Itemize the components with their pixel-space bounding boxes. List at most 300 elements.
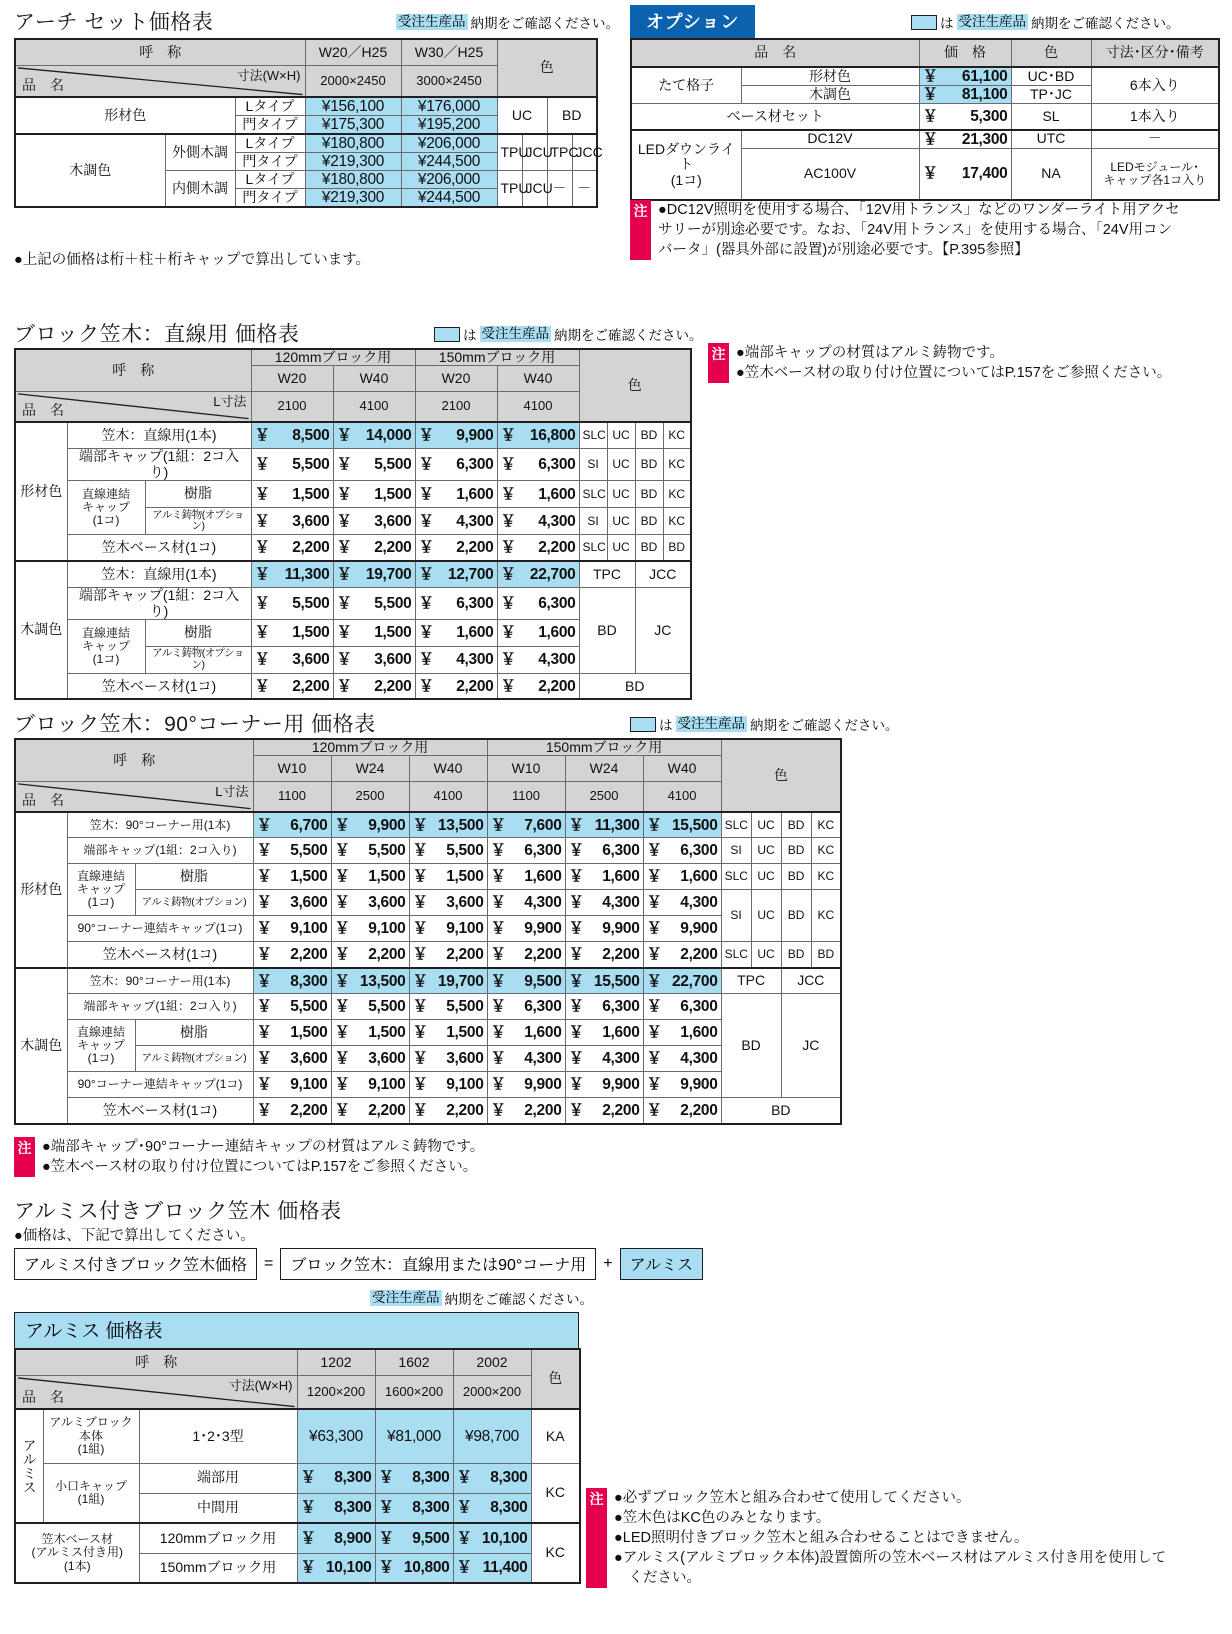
corner-color-mokucho-right: JC [781,994,841,1098]
yen-symbol: ￥ [336,651,352,669]
table-row [15,1098,841,1124]
corner-price [331,1098,409,1124]
straight-note-lines [736,343,1171,383]
straight-price-value: 1,500 [374,624,412,642]
yen-symbol: ￥ [500,677,516,695]
yen-symbol: ￥ [256,972,272,990]
corner-price [487,916,565,942]
straight-price-value: 3,600 [374,512,412,530]
corner-price-value: 1,600 [602,868,640,886]
straight-item-name: 笠木：直線用(1本) [67,422,251,449]
yen-symbol: ￥ [922,165,938,183]
option-variant: DC12V [741,130,919,149]
yen-symbol: ￥ [334,894,350,912]
straight-item-sub: 樹脂 [145,481,251,508]
corner-item-sub: アルミ鋳物(オプション) [135,1046,253,1072]
alumis-item-name-line1: 小口キャップ [54,1478,127,1493]
yen-symbol: ￥ [490,1024,506,1042]
made-to-order-tag: 受注生産品 [677,715,745,731]
corner-price-value: 5,500 [290,842,328,860]
corner-color-mokucho-base: BD [721,1098,841,1124]
straight-price [251,619,333,646]
straight-price [497,422,579,449]
yen-symbol: ￥ [490,868,506,886]
straight-color: BD [635,422,663,449]
straight-price [251,449,333,481]
corner-header-product: 品 名 [22,791,64,808]
alumis-color: KA [531,1409,580,1463]
straight-price-value: 6,300 [456,456,494,474]
option-header-remark: 寸法･区分･備考 [1091,39,1219,67]
made-to-order-tag: 受注生産品 [398,13,466,29]
made-to-order-swatch [630,717,656,732]
table-row [15,812,841,838]
alumis-price-value: 10,100 [325,1559,372,1577]
option-remark-led [1091,148,1219,200]
yen-symbol: ￥ [646,920,662,938]
arch-type: 門タイプ [235,189,305,208]
option-remark-line1: LEDモジュール･ [1110,159,1200,174]
yen-symbol: ￥ [256,1102,272,1120]
table-row [15,449,691,481]
corner-note-line-0: ●端部キャップ･90°コーナー連結キャップの材質はアルミ鋳物です。 [42,1139,485,1155]
option-price-value: 17,400 [961,165,1008,183]
option-name-led-line1: LEDダウンライト [637,140,735,173]
straight-price [497,481,579,508]
alumis-item-name [43,1409,139,1463]
corner-col-w: W40 [643,756,721,782]
straight-price [333,619,415,646]
straight-price-value: 8,500 [292,427,330,445]
straight-connector-line2: キャップ [81,638,130,653]
yen-symbol: ￥ [300,1559,316,1577]
corner-price [331,968,409,994]
straight-color: BD [635,481,663,508]
straight-price [333,646,415,673]
alumis-price-value: 8,300 [490,1499,528,1517]
corner-price [487,1020,565,1046]
table-row [631,130,1219,149]
corner-price [565,1072,643,1098]
corner-price [253,968,331,994]
straight-connector-line3: (1コ) [92,513,120,528]
yen-symbol: ￥ [490,842,506,860]
arch-group-katazai: 形材色 [15,97,235,134]
arch-col-name-0: W20／H25 [305,39,401,65]
yen-symbol: ￥ [490,920,506,938]
corner-header-product-len [15,782,253,812]
alumis-price [453,1523,531,1553]
yen-symbol: ￥ [456,1469,472,1487]
straight-price-value: 1,600 [538,624,576,642]
alumis-price [375,1463,453,1493]
option-price-value: 5,300 [970,107,1008,125]
corner-price [253,942,331,968]
straight-price [415,481,497,508]
straight-header-color: 色 [579,349,691,422]
corner-price [409,1072,487,1098]
yen-symbol: ￥ [490,1102,506,1120]
arch-col-dim-0: 2000×2450 [305,65,401,97]
corner-col-len: 1100 [253,782,331,812]
arch-type: 門タイプ [235,153,305,171]
corner-price [643,864,721,890]
corner-price-value: 5,500 [290,998,328,1016]
alumis-col-dim: 1200×200 [297,1375,375,1409]
corner-price [331,838,409,864]
formula-plus: + [603,1255,613,1272]
corner-item-sub: アルミ鋳物(オプション) [135,890,253,916]
yen-symbol: ￥ [254,427,270,445]
corner-price [643,994,721,1020]
arch-price: ¥180,800 [305,171,401,189]
straight-price [333,508,415,535]
option-price-value: 81,100 [961,86,1008,104]
made-to-order-swatch [434,327,460,342]
straight-color: SI [579,508,607,535]
corner-price [565,812,643,838]
corner-price [409,890,487,916]
yen-symbol: ￥ [568,1024,584,1042]
corner-price-value: 2,200 [290,1102,328,1120]
alumis-note-line-2: ●LED照明付きブロック笠木と組み合わせることはできません。 [614,1530,1029,1546]
option-variant: 木調色 [741,86,919,104]
corner-color: UC [751,838,781,864]
corner-note [14,1137,714,1177]
yen-symbol: ￥ [568,1076,584,1094]
straight-col-len: 4100 [497,392,579,422]
legend-text: 納期をご確認ください。 [554,328,703,343]
corner-price [331,1046,409,1072]
corner-price [565,994,643,1020]
corner-note-line-1: ●笠木ベース材の取り付け位置についてはP.157をご参照ください。 [42,1159,478,1175]
option-header-name: 品 名 [631,39,919,67]
arch-price: ¥244,500 [401,189,497,208]
option-remark: 6本入り [1091,67,1219,104]
alumis-price-value: 11,400 [482,1559,528,1577]
corner-price [565,864,643,890]
alumis-price-value: 8,900 [334,1529,372,1547]
corner-color: UC [751,890,781,942]
corner-price-value: 9,500 [524,972,562,990]
corner-price [487,812,565,838]
corner-group-katazai: 形材色 [15,812,67,968]
corner-price-value: 4,300 [680,894,718,912]
corner-price [331,1020,409,1046]
straight-connector-line1: 直線連結 [81,625,130,640]
corner-color: BD [781,838,811,864]
corner-price-value: 2,200 [290,946,328,964]
corner-price-value: 1,500 [368,868,406,886]
yen-symbol: ￥ [256,998,272,1016]
option-remark: － [1091,130,1219,149]
alumis-header-name: 呼 称 [15,1349,297,1375]
corner-color: BD [781,942,811,968]
straight-price-value: 2,200 [456,538,494,556]
straight-color: KC [663,481,691,508]
corner-note-lines [42,1137,484,1177]
yen-symbol: ￥ [418,538,434,556]
straight-price-value: 2,200 [538,677,576,695]
corner-header-color: 色 [721,739,841,812]
straight-connector-label [67,481,145,535]
corner-item-name: 笠木：90°コーナー用(1本) [67,968,253,994]
yen-symbol: ￥ [412,1024,428,1042]
yen-symbol: ￥ [378,1529,394,1547]
corner-price-value: 7,600 [524,816,562,834]
corner-price-value: 4,300 [524,894,562,912]
corner-connector-label [67,1020,135,1072]
straight-connector-line2: キャップ [81,500,130,515]
straight-item-name: 笠木ベース材(1コ) [67,673,251,699]
corner-price [487,968,565,994]
straight-price [415,646,497,673]
straight-price-value: 5,500 [292,456,330,474]
corner-price [331,864,409,890]
straight-price [333,673,415,699]
corner-color: BD [811,942,841,968]
straight-price [497,646,579,673]
yen-symbol: ￥ [418,595,434,613]
arch-price: ¥219,300 [305,189,401,208]
corner-price-value: 6,300 [602,998,640,1016]
yen-symbol: ￥ [418,456,434,474]
option-tab-label: オプション [630,5,755,38]
yen-symbol: ￥ [336,677,352,695]
straight-connector-label [67,619,145,673]
corner-connector-line3: (1コ) [87,895,115,910]
alumis-price-value: 8,300 [412,1499,450,1517]
corner-price [253,890,331,916]
corner-item-name: 笠木ベース材(1コ) [67,942,253,968]
made-to-order-tag: 受注生産品 [958,13,1026,29]
option-color: TP･JC [1011,86,1091,104]
corner-color: KC [811,890,841,942]
corner-color: SI [721,838,751,864]
table-row [15,916,841,942]
alumis-price [297,1553,375,1583]
option-remark: 1本入り [1091,104,1219,130]
corner-price [643,916,721,942]
formula-equals: = [264,1255,274,1272]
corner-price [331,942,409,968]
straight-group-katazai: 形材色 [15,422,67,561]
corner-price-value: 6,700 [290,816,328,834]
straight-col-w: W40 [497,366,579,392]
corner-connector-line2: キャップ [76,1038,125,1053]
corner-price-value: 6,300 [680,842,718,860]
corner-price-value: 3,600 [290,894,328,912]
option-note-line-1: サリーが別途必要です。なお、「24V用トランス」を使用する場合、「24V用コン [658,222,1173,238]
straight-color: KC [663,449,691,481]
straight-color: BD [635,508,663,535]
yen-symbol: ￥ [456,1499,472,1517]
alumis-header-product-dim [15,1375,297,1409]
straight-item-name: 笠木ベース材(1コ) [67,535,251,561]
option-note-line-0: ●DC12V照明を使用する場合、「12V用トランス」などのワンダーライト用アクセ [658,202,1180,218]
alumis-block-section-title: アルミス付きブロック笠木 価格表 [14,1200,342,1223]
table-row [15,1072,841,1098]
corner-price-value: 19,700 [437,972,484,990]
corner-col-len: 4100 [409,782,487,812]
straight-header-product-len [15,392,251,422]
straight-group-150: 150mmブロック用 [415,349,579,366]
yen-symbol: ￥ [334,816,350,834]
corner-color: KC [811,838,841,864]
alumis-price [453,1493,531,1523]
yen-symbol: ￥ [334,868,350,886]
corner-price-value: 9,900 [524,1076,562,1094]
yen-symbol: ￥ [500,485,516,503]
arch-price: ¥156,100 [305,97,401,116]
option-price [919,130,1011,149]
corner-connector-label [67,864,135,916]
straight-price [415,508,497,535]
straight-price-value: 4,300 [456,651,494,669]
corner-header-name: 呼 称 [15,739,253,782]
yen-symbol: ￥ [256,920,272,938]
yen-symbol: ￥ [646,842,662,860]
straight-color: KC [663,508,691,535]
alumis-price [375,1523,453,1553]
straight-price [333,422,415,449]
table-row [15,994,841,1020]
straight-price [251,508,333,535]
corner-price [409,838,487,864]
corner-item-sub: 樹脂 [135,864,253,890]
corner-price [487,1072,565,1098]
yen-symbol: ￥ [500,512,516,530]
table-row [15,1020,841,1046]
corner-color: UC [751,812,781,838]
yen-symbol: ￥ [300,1529,316,1547]
corner-price-value: 9,900 [524,920,562,938]
straight-price [497,673,579,699]
straight-price-value: 4,300 [538,651,576,669]
yen-symbol: ￥ [412,894,428,912]
corner-price-value: 1,600 [524,868,562,886]
yen-symbol: ￥ [254,677,270,695]
straight-item-name: 端部キャップ(1組：2コ入り) [67,588,251,620]
table-row [15,838,841,864]
arch-header-color: 色 [497,39,597,97]
yen-symbol: ￥ [412,1050,428,1068]
straight-price-value: 1,600 [456,624,494,642]
corner-price-value: 2,200 [368,946,406,964]
corner-price-value: 2,200 [680,1102,718,1120]
arch-type: Lタイプ [235,97,305,116]
yen-symbol: ￥ [922,107,938,125]
table-row [15,561,691,588]
formula-term-1: ブロック笠木：直線用または90°コーナ用 [280,1248,596,1280]
yen-symbol: ￥ [490,816,506,834]
corner-price-value: 1,600 [680,1024,718,1042]
yen-symbol: ￥ [418,624,434,642]
straight-color: UC [607,481,635,508]
alumis-price [375,1553,453,1583]
corner-price-value: 1,600 [602,1024,640,1042]
yen-symbol: ￥ [336,565,352,583]
corner-price-value: 1,500 [446,1024,484,1042]
corner-color: UC [751,942,781,968]
yen-symbol: ￥ [568,1050,584,1068]
corner-price-value: 4,300 [602,1050,640,1068]
straight-connector-line3: (1コ) [92,652,120,667]
corner-price [487,1046,565,1072]
table-row [15,134,597,153]
straight-color: UC [607,422,635,449]
straight-price [251,673,333,699]
corner-col-w: W24 [331,756,409,782]
yen-symbol: ￥ [254,538,270,556]
corner-price [409,1098,487,1124]
straight-item-sub: アルミ鋳物(オプション) [145,646,251,673]
corner-color: SLC [721,942,751,968]
straight-price [251,422,333,449]
option-made-to-order-legend [911,12,1180,32]
corner-price-value: 4,300 [524,1050,562,1068]
corner-item-name: 端部キャップ(1組：2コ入り) [67,994,253,1020]
yen-symbol: ￥ [568,868,584,886]
straight-price-value: 3,600 [374,651,412,669]
corner-price-value: 3,600 [368,894,406,912]
corner-connector-line1: 直線連結 [76,1025,125,1040]
straight-price-value: 11,300 [284,565,330,583]
straight-price [497,508,579,535]
corner-price-value: 5,500 [368,998,406,1016]
corner-price [643,968,721,994]
corner-price-value: 9,100 [446,920,484,938]
corner-made-to-order-legend [630,714,899,734]
straight-price [415,561,497,588]
corner-price-value: 13,500 [437,816,484,834]
alumis-item-name-line1: アルミブロック [49,1415,133,1430]
yen-symbol: ￥ [490,972,506,990]
alumis-made-to-order-legend [370,1288,593,1308]
arch-price: ¥219,300 [305,153,401,171]
straight-price [333,449,415,481]
arch-price: ¥206,000 [401,171,497,189]
legend-ha: は [940,16,954,31]
corner-price [409,916,487,942]
corner-price [253,812,331,838]
option-header-price: 価 格 [919,39,1011,67]
straight-color: SLC [579,481,607,508]
made-to-order-tag: 受注生産品 [372,1289,440,1305]
corner-price [643,838,721,864]
corner-price-value: 9,100 [446,1076,484,1094]
yen-symbol: ￥ [334,1076,350,1094]
corner-item-name: 端部キャップ(1組：2コ入り) [67,838,253,864]
yen-symbol: ￥ [256,894,272,912]
corner-price-value: 15,500 [671,816,718,834]
yen-symbol: ￥ [334,920,350,938]
yen-symbol: ￥ [412,1076,428,1094]
option-tab [630,5,755,38]
table-row [15,1409,580,1463]
alumis-item-name-line2: (1組) [77,1491,105,1506]
corner-group-150: 150mmブロック用 [487,739,721,756]
straight-item-sub: アルミ鋳物(オプション) [145,508,251,535]
straight-price-value: 5,500 [374,595,412,613]
option-remark-line2: キャップ各1コ入り [1103,172,1207,187]
yen-symbol: ￥ [418,565,434,583]
yen-symbol: ￥ [412,1102,428,1120]
alumis-color: KC [531,1523,580,1583]
corner-price [253,838,331,864]
corner-color: BD [781,864,811,890]
yen-symbol: ￥ [418,485,434,503]
